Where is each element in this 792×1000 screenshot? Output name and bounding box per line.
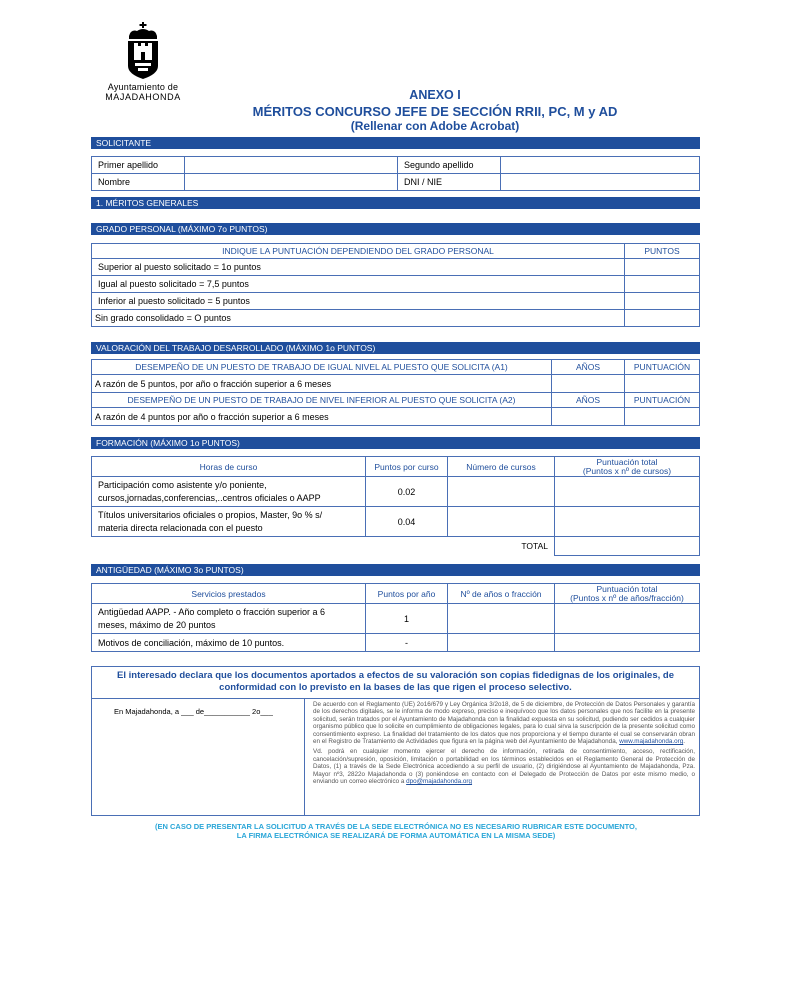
training-row-asistente-total-field[interactable] (555, 477, 700, 507)
training-count-header: Número de cursos (448, 457, 555, 477)
grade-points-field-inferior[interactable] (625, 293, 700, 310)
first-surname-label: Primer apellido (92, 157, 185, 174)
training-total-header-line2: (Puntos x nº de cursos) (582, 465, 672, 476)
section-band-solicitante: SOLICITANTE (91, 137, 700, 149)
seniority-row-conciliacion-years-field[interactable] (448, 634, 555, 652)
training-row-titulos (92, 507, 366, 537)
training-row-asistente-points: 0.02 (366, 477, 448, 507)
data-protection-paragraph-2 (313, 748, 695, 785)
logo-text-line1: Ayuntamiento de (107, 82, 179, 92)
work-a1-years-field[interactable] (552, 375, 625, 393)
training-row-titulos-points: 0.04 (366, 507, 448, 537)
seniority-row-conciliacion-points: - (366, 634, 448, 652)
footer-note-line2: LA FIRMA ELECTRÓNICA SE REALIZARÁ DE FORMA AUTOMÁTICA EN LA MISMA SEDE) (236, 831, 556, 840)
seniority-points-header: Puntos por año (366, 584, 448, 604)
work-table (91, 359, 700, 426)
work-a2-row: A razón de 4 puntos por año o fracción superior a 6 meses (92, 408, 552, 426)
signature-area[interactable] (92, 699, 305, 815)
page-subtitle: (Rellenar con Adobe Acrobat) (350, 119, 520, 133)
seniority-row-aapp-points: 1 (366, 604, 448, 634)
training-table (91, 456, 700, 556)
first-surname-field[interactable] (185, 157, 398, 174)
training-total-header (555, 457, 700, 477)
section-band-formacion: FORMACIÓN (MÁXIMO 1o PUNTOS) (91, 437, 700, 449)
seniority-row-aapp-years-field[interactable] (448, 604, 555, 634)
seniority-total-header-line1: Puntuación total (596, 583, 658, 594)
seniority-row-aapp-line1: Antigüedad AAPP. - Año completo o fracción superior a 6 (98, 606, 325, 617)
training-row-titulos-line2: materia directa relacionada con el puesto (98, 522, 263, 533)
seniority-services-header: Servicios prestados (92, 584, 366, 604)
section-band-antiguedad: ANTIGÜEDAD (MÁXIMO 3o PUNTOS) (91, 564, 700, 576)
work-a2-years-field[interactable] (552, 408, 625, 426)
seniority-row-aapp-line2: meses, máximo de 20 puntos (98, 619, 216, 630)
logo-text-line2: MAJADAHONDA (105, 92, 181, 102)
grade-row-inferior: Inferior al puesto solicitado = 5 puntos (92, 293, 625, 310)
second-surname-field[interactable] (501, 157, 700, 174)
section-band-trabajo: VALORACIÓN DEL TRABAJO DESARROLLADO (MÁXIMO 1o PUNTOS) (91, 342, 700, 354)
seniority-total-header-line2: (Puntos x nº de años/fracción) (570, 592, 684, 603)
grade-table (91, 243, 700, 327)
dpo-email-link[interactable]: dpo@majadahonda.org (406, 778, 473, 786)
second-surname-label: Segundo apellido (398, 157, 501, 174)
training-total-label: TOTAL (521, 541, 548, 552)
seniority-row-aapp (92, 604, 366, 634)
grade-points-field-superior[interactable] (625, 259, 700, 276)
signature-place-date: En Majadahonda, a ___ de___________ 2o___ (114, 707, 273, 716)
dni-label: DNI / NIE (398, 174, 501, 191)
section-band-grado: GRADO PERSONAL (MÁXIMO 7o PUNTOS) (91, 223, 700, 235)
data-protection-text-2: Vd. podrá en cualquier momento ejercer el derecho de información, retirada de consentimiento, acceso, rectificación, cancelación/supresión, oposición, limitación o portabilidad en los términos establecidos en el Reglamento General de Protección de Datos, (1) a través de la Sede Electrónica accediendo a su perfil de usuario, (2) dirigiéndose al Ayuntamiento de Majadahonda, Pza. Mayor nº3, 2822o Majadahonda o (3) poniéndose en contacto con el Delegado de Protección de Datos por este mismo medio, o enviando un correo electrónico a (313, 748, 695, 786)
seniority-years-header: Nº de años o fracción (448, 584, 555, 604)
training-points-header: Puntos por curso (366, 457, 448, 477)
name-label: Nombre (92, 174, 185, 191)
work-a1-header: DESEMPEÑO DE UN PUESTO DE TRABAJO DE IGUAL NIVEL AL PUESTO QUE SOLICITA (A1) (92, 360, 552, 375)
page-title: MÉRITOS CONCURSO JEFE DE SECCIÓN RRII, PC, M y AD (252, 104, 618, 119)
training-total-header-line1: Puntuación total (596, 456, 658, 467)
dni-field[interactable] (501, 174, 700, 191)
training-row-asistente (92, 477, 366, 507)
data-protection-paragraph-1: De acuerdo con el Reglamento (UE) 2o16/679 y Ley Orgánica 3/2o18, de 5 de diciembre, de Protección de Datos Personales y garantía de los derechos digitales, se le informa de modo expreso, preciso e inequívoco que los datos personales que nos facilite en la presente solicitud, serán tratados por el Ayuntamiento de Majadahonda con la finalidad expuesta en su solicitud, pudiendo ser cedidos a cualquier organismo público que lo solicite en cumplimiento de obligaciones legales, para lo cual sirva la suscripción de la presente solicitud como consentimiento expreso. La finalidad del tratamiento de los datos que nos proporciona y el tiempo durante el cual se conservarán obran en el Registro de Tratamiento de Actividades que figura en la página web del Ayuntamiento de Majadahonda, www.majadahonda.org. (313, 701, 695, 746)
grade-points-field-sin-grado[interactable] (625, 310, 700, 327)
training-row-asistente-line1: Participación como asistente y/o poniente, (98, 479, 267, 490)
website-link[interactable]: www.majadahonda.org (619, 738, 684, 746)
training-row-asistente-count-field[interactable] (448, 477, 555, 507)
work-a1-years-header: AÑOS (552, 360, 625, 375)
annex-title: ANEXO I (409, 88, 461, 102)
declaration-text: El interesado declara que los documentos aportados a efectos de su valoración son copias fidedignas de los originales, de conformidad con lo previsto en la bases de las que rigen el proceso selectivo. (92, 667, 699, 699)
training-row-titulos-line1: Títulos universitarios oficiales o propios, Master, 9o % s/ (98, 509, 323, 520)
declaration-box (91, 666, 700, 816)
grade-points-header: PUNTOS (625, 244, 700, 259)
section-band-meritos-generales: 1. MÉRITOS GENERALES (91, 197, 700, 209)
work-a1-score-field[interactable] (625, 375, 700, 393)
work-a2-header: DESEMPEÑO DE UN PUESTO DE TRABAJO DE NIVEL INFERIOR AL PUESTO QUE SOLICITA (A2) (92, 393, 552, 408)
training-total-field[interactable] (555, 537, 700, 556)
applicant-table (91, 156, 700, 191)
seniority-row-conciliacion: Motivos de conciliación, máximo de 10 puntos. (92, 634, 366, 652)
seniority-total-header (555, 584, 700, 604)
data-protection-text-1: De acuerdo con el Reglamento (UE) 2o16/679 y Ley Orgánica 3/2o18, de 5 de diciembre, de Protección de Datos Personales y garantía de los derechos digitales, se le informa de modo expreso, preciso e inequívoco que los datos personales que nos facilite en la presente solicitud, serán tratados por el Ayuntamiento de Majadahonda con la finalidad expuesta en su solicitud, pudiendo ser cedidos a cualquier organismo público que lo solicite en cumplimiento de obligaciones legales, para lo cual sirva la suscripción de la presente solicitud como consentimiento expreso. La finalidad del tratamiento de los datos que nos proporciona y el tiempo durante el cual se conservarán obran en el Registro de Tratamiento de Actividades que figura en la página web del Ayuntamiento de Majadahonda, (313, 701, 695, 746)
work-a2-score-header: PUNTUACIÓN (625, 393, 700, 408)
municipal-logo (100, 22, 186, 102)
training-row-asistente-line2: cursos,jornadas,conferencias,..centros oficiales o AAPP (98, 492, 321, 503)
training-row-titulos-total-field[interactable] (555, 507, 700, 537)
seniority-table (91, 583, 700, 652)
training-hours-header: Horas de curso (92, 457, 366, 477)
footer-note-line1: (EN CASO DE PRESENTAR LA SOLICITUD A TRAVÉS DE LA SEDE ELECTRÓNICA NO ES NECESARIO RUBRICAR ESTE DOCUMENTO, (155, 822, 637, 831)
grade-header: INDIQUE LA PUNTUACIÓN DEPENDIENDO DEL GRADO PERSONAL (92, 244, 625, 259)
work-a1-score-header: PUNTUACIÓN (625, 360, 700, 375)
grade-row-superior: Superior al puesto solicitado = 1o puntos (92, 259, 625, 276)
coat-of-arms-icon (125, 22, 161, 80)
seniority-row-aapp-total-field[interactable] (555, 604, 700, 634)
data-protection-notice (313, 701, 695, 788)
grade-points-field-igual[interactable] (625, 276, 700, 293)
seniority-row-conciliacion-total-field[interactable] (555, 634, 700, 652)
work-a2-years-header: AÑOS (552, 393, 625, 408)
name-field[interactable] (185, 174, 398, 191)
work-a2-score-field[interactable] (625, 408, 700, 426)
training-row-titulos-count-field[interactable] (448, 507, 555, 537)
grade-row-igual: Igual al puesto solicitado = 7,5 puntos (92, 276, 625, 293)
work-a1-row: A razón de 5 puntos, por año o fracción superior a 6 meses (92, 375, 552, 393)
grade-row-sin-grado: Sin grado consolidado = O puntos (92, 310, 625, 327)
